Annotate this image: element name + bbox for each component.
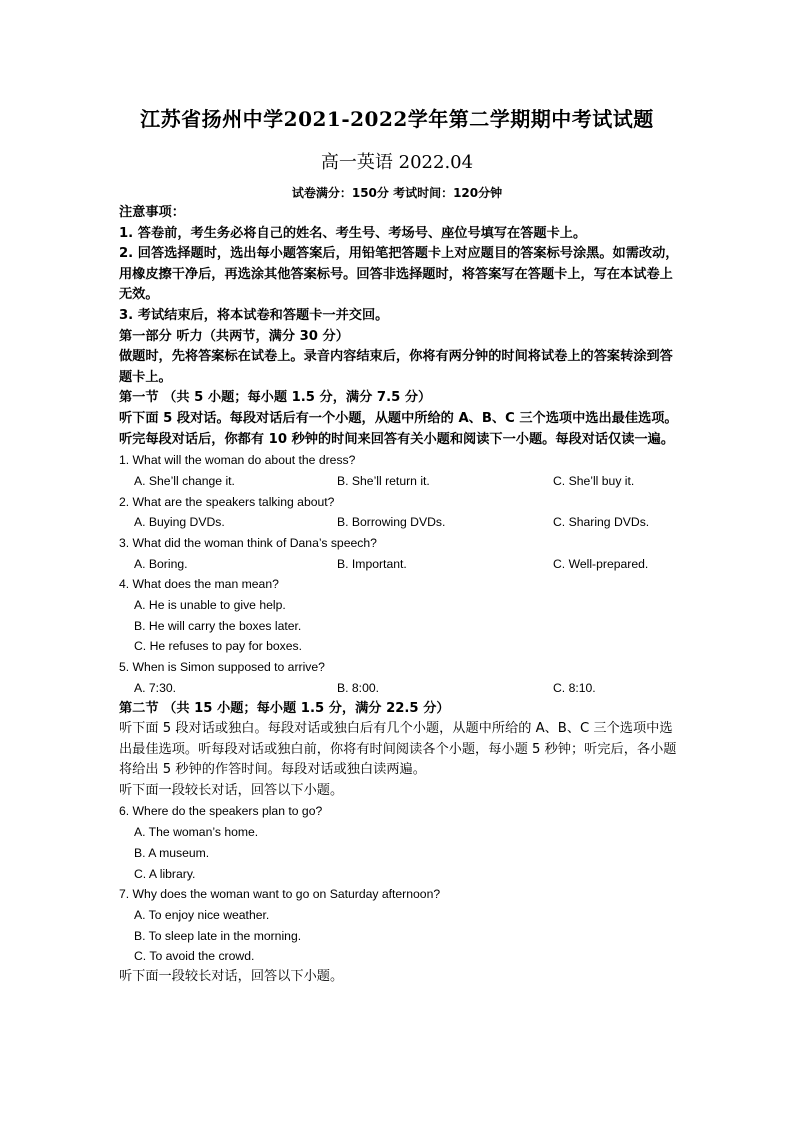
option-b: B. 8:00.: [337, 680, 380, 695]
option-a: A. She’ll change it.: [134, 473, 235, 488]
options-row: [119, 678, 681, 699]
option-c: C. Sharing DVDs.: [553, 515, 650, 530]
question-3: [119, 533, 681, 574]
option-a: A. To enjoy nice weather.: [134, 907, 270, 922]
question-text: 1. What will the woman do about the dress?: [119, 453, 356, 468]
note-item: 2. 回答选择题时，选出每小题答案后，用铅笔把答题卡上对应题目的答案标号涂黑。如需改动，用橡皮擦干净后，再选涂其他答案标号。回答非选择题时，将答案写在答题卡上，写在本试卷上无效。: [119, 246, 679, 303]
option-b: B. Borrowing DVDs.: [337, 515, 446, 530]
exam-title: 江苏省扬州中学2021-2022学年第二学期期中考试试题: [140, 107, 654, 131]
options-row: [119, 512, 681, 533]
question-text: 5. When is Simon supposed to arrive?: [119, 660, 325, 675]
dialog-prompt: 听下面一段较长对话，回答以下小题。: [119, 782, 344, 798]
notes-heading: 注意事项：: [119, 205, 185, 220]
option-a: A. Boring.: [134, 556, 188, 571]
section1-heading: 第一节 （共 5 小题；每小题 1.5 分，满分 7.5 分）: [119, 390, 432, 406]
option-b: B. She’ll return it.: [337, 473, 430, 488]
option-c: C. She’ll buy it.: [553, 473, 635, 488]
question-2: [119, 492, 681, 533]
option-c: C. 8:10.: [553, 680, 596, 695]
option-b: B. A museum.: [134, 845, 210, 860]
question-6: [119, 801, 681, 884]
option-b: B. To sleep late in the morning.: [134, 928, 302, 943]
dialog-prompt: 听下面一段较长对话，回答以下小题。: [119, 969, 344, 985]
option-a: A. The woman’s home.: [134, 825, 259, 840]
option-c: C. Well-prepared.: [553, 556, 649, 571]
part1-heading: 第一部分 听力（共两节，满分 30 分）: [119, 328, 349, 344]
question-1: [119, 450, 681, 491]
note-item: 1. 答卷前，考生务必将自己的姓名、考生号、考场号、座位号填写在答题卡上。: [119, 225, 587, 241]
option-c: C. To avoid the crowd.: [134, 949, 255, 964]
option-c: C. A library.: [134, 866, 196, 881]
options-row: [119, 471, 681, 492]
section2-heading: 第二节 （共 15 小题；每小题 1.5 分，满分 22.5 分）: [119, 700, 450, 716]
question-5: [119, 657, 681, 698]
option-a: A. Buying DVDs.: [134, 515, 225, 530]
option-a: A. He is unable to give help.: [134, 598, 286, 612]
question-7: [119, 884, 681, 967]
question-text: 6. Where do the speakers plan to go?: [119, 804, 323, 819]
options-row: [119, 554, 681, 575]
note-item: 3. 考试结束后，将本试卷和答题卡一并交回。: [119, 307, 389, 323]
option-a: A. 7:30.: [134, 680, 177, 695]
section2-instruction: 听下面 5 段对话或独白。每段对话或独白后有几个小题，从题中所给的 A、B、C 三个选项中选出最佳选项。听每段对话或独白前，你将有时间阅读各个小题，每小题 5 秒钟；听完后，各小题将给出 5 秒钟的作答时间。每段对话或独白读两遍。: [119, 721, 677, 778]
option-c: C. He refuses to pay for boxes.: [134, 639, 302, 654]
part1-instruction: 做题时，先将答案标在试卷上。录音内容结束后，你将有两分钟的时间将试卷上的答案转涂到答题卡上。: [119, 349, 673, 385]
question-text: 4. What does the man mean?: [119, 577, 279, 592]
question-4: [119, 574, 681, 657]
section1-instruction: 听下面 5 段对话。每段对话后有一个小题，从题中所给的 A、B、C 三个选项中选出最佳选项。听完每段对话后，你都有 10 秒钟的时间来回答有关小题和阅读下一小题。每段对话仅读一遍。: [119, 410, 678, 447]
question-text: 7. Why does the woman want to go on Saturday afternoon?: [119, 887, 441, 902]
exam-subtitle: 高一英语 2022.04: [320, 152, 474, 173]
question-text: 2. What are the speakers talking about?: [119, 494, 335, 509]
option-b: B. He will carry the boxes later.: [134, 618, 302, 633]
exam-body: [119, 203, 681, 988]
exam-meta: 试卷满分：150分 考试时间：120分钟: [291, 186, 503, 200]
question-text: 3. What did the woman think of Dana’s speech?: [119, 535, 377, 550]
option-b: B. Important.: [337, 556, 407, 571]
